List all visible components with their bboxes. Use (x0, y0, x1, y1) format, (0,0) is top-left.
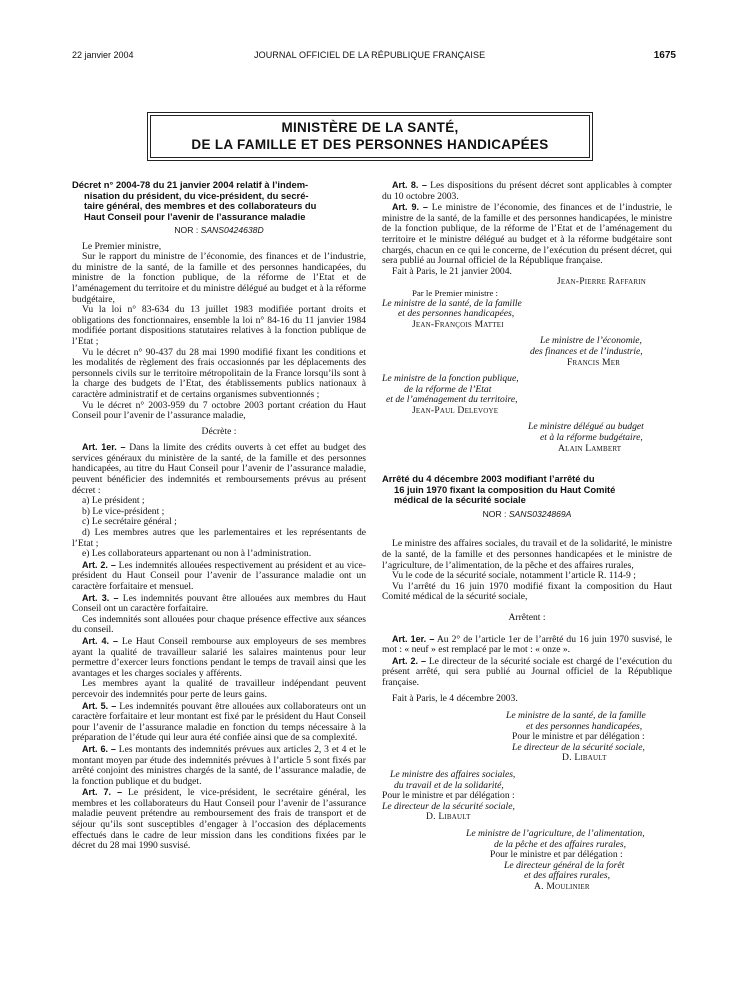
article-label: Art. 4. – (82, 635, 118, 646)
page-number: 1675 (653, 50, 676, 61)
arrete-nor (382, 509, 672, 520)
article-label: Art. 7. – (82, 787, 123, 798)
decree-title-line: nisation du président, du vice-président, du secré- (84, 189, 309, 201)
decree-title-line: Décret n° 2004-78 du 21 janvier 2004 relatif à l’indem- (72, 179, 309, 190)
paragraph: Vu la loi n° 83-634 du 13 juillet 1983 modifiée portant droits et obligations des fonctionnaires, ensemble la loi n° 84-16 du 11 janvier 1984 modifiée portant dispositions statutaires relatives à la fonction publique de l’Etat ; (72, 304, 366, 347)
nor-code: SANS0424638D (200, 225, 264, 235)
paragraph: Le Premier ministre, (82, 240, 162, 252)
article-label: Art. 2. – (392, 655, 426, 666)
signatory-line: Le ministre de l’agriculture, de l’alimentation, (466, 828, 645, 839)
signatory-line: Le ministre de la fonction publique, (382, 373, 519, 385)
article-text: Les indemnités allouées respectivement au président et au vice-président du Haut Conseil pour l’avenir de l’assurance maladie ont un caractère forfaitaire et mensuel. (72, 559, 366, 592)
signatory-line: Le directeur général de la forêt (504, 859, 625, 871)
ministry-line-1: MINISTÈRE DE LA SANTÉ, (281, 120, 459, 135)
article-label: Art. 8. – (392, 180, 427, 190)
paragraph: Vu l’arrêté du 16 juin 1970 modifié fixant la composition du Haut Comité médical de la sécurité sociale, (382, 580, 672, 603)
article-text: Dans la limite des crédits ouverts à cet effet au budget des services généraux du ministère de la santé, de la famille et des personnes handicapées, au titre du Haut Conseil pour l’avenir de l’assurance maladie, peuvent bénéficier des indemnités et remboursements prévus au présent décret : (72, 442, 366, 496)
article-text: Le directeur de la sécurité sociale est chargé de l’exécution du présent arrêté, qui sera publié au Journal officiel de la République française. (382, 655, 672, 688)
article-text: Les montants des indemnités prévues aux articles 2, 3 et 4 et le montant moyen par étude des indemnités prévues à l’article 5 sont fixés par arrêté conjoint des ministres chargés de la santé, de l’assurance maladie, de la fonction publique et du budget. (72, 743, 366, 787)
arrete-title-line: médical de la sécurité sociale (394, 494, 526, 506)
signatory-line: des finances et de l’industrie, (530, 345, 643, 357)
signatory-name: A. Moulinier (534, 880, 590, 892)
article-text: Le Haut Conseil rembourse aux employeurs de ses membres ayant la qualité de travailleur salarié les salaires maintenus pour leur permettre d’exercer leurs fonctions pendant le temps de travail ainsi que les avantages et les charges sociales y afférents. (72, 635, 366, 679)
header-date: 22 janvier 2004 (72, 50, 134, 60)
article-label: Art. 5. – (82, 700, 117, 711)
paragraph: Vu le décret n° 90-437 du 28 mai 1990 modifié fixant les conditions et les modalités de règlement des frais occasionnés par les déplacements des personnels civils sur le territoire métropolitain de la France lorsqu’ils sont à la charge des budgets de l’Etat, des établissements publics nationaux à caractère administratif et de certains organismes subventionnés ; (72, 346, 366, 400)
signatory-line: Le directeur de la sécurité sociale, (512, 741, 645, 753)
decree-title-line: taire général, des membres et des collaborateurs du (84, 200, 317, 211)
article-text: Les indemnités pouvant être allouées aux collaborateurs ont un caractère forfaitaire et leur montant est fixé par le président du Haut Conseil pour l’avenir de l’assurance maladie en fonction du temps nécessaire à la préparation de l’étude qui leur aura été confiée ainsi que de sa complexité. (72, 700, 366, 744)
par-premier-ministre: Par le Premier ministre : (412, 287, 498, 298)
ministry-line-2: DE LA FAMILLE ET DES PERSONNES HANDICAPÉES (191, 137, 549, 152)
article-text: Le président, le vice-président, le secrétaire général, les membres et les collaborateurs du Haut Conseil pour l’avenir de l’assurance maladie peuvent prétendre au remboursement des frais de transport et de séjour qu’ils sont susceptibles d’engager à l’occasion des déplacements effectués dans le cadre de leur mission dans les conditions fixées par le décret du 28 mai 1990 susvisé. (72, 787, 366, 852)
journal-title: JOURNAL OFFICIEL DE LA RÉPUBLIQUE FRANÇAISE (254, 50, 486, 60)
list-item: c) Le secrétaire général ; (82, 516, 177, 528)
ministry-banner (150, 115, 590, 158)
signature-pm: Jean-Pierre Raffarin (556, 276, 646, 288)
signatory-line: et à la réforme budgétaire, (540, 432, 643, 444)
paragraph: Sur le rapport du ministre de l’économie, des finances et de l’industrie, du ministre de la santé, de la famille et des personnes handicapées, du ministre de la fonction publique, de la réforme de l’Etat et de l’aménagement du territoire et du ministre délégué au budget et à la réforme budgétaire, (72, 251, 366, 305)
article-label: Art. 1er. – (82, 442, 126, 453)
signatory-line: et des personnes handicapées, (526, 720, 643, 732)
article-label: Art. 1er. – (392, 633, 435, 644)
article-4 (72, 636, 366, 679)
signatory-line: Le ministre de la santé, de la famille (506, 710, 646, 722)
article-text: Au 2° de l’article 1er de l’arrêté du 16 juin 1970 susvisé, le mot : « neuf » est remplacé par le mot : « onze ». (382, 633, 672, 656)
decree-title (72, 180, 366, 222)
signatory-line: de la pêche et des affaires rurales, (494, 838, 627, 850)
arrete-title-line: 16 juin 1970 fixant la composition du Haut Comité (394, 483, 616, 495)
article-label: Art. 2. – (82, 559, 116, 570)
arretent-heading: Arrêtent : (508, 611, 546, 623)
nor-code: SANS0324869A (508, 508, 572, 519)
paragraph: Le ministre des affaires sociales, du travail et de la solidarité, le ministre de la santé, de la famille et des personnes handicapées et le ministre de l’agriculture, de l’alimentation, de la pêche et des affaires rurales, (382, 538, 672, 571)
arrete-article-1 (382, 634, 672, 656)
paragraph: Ces indemnités sont allouées pour chaque présence effective aux séances du conseil. (72, 613, 366, 636)
article-9 (382, 202, 672, 267)
signatory-line: et de l’aménagement du territoire, (386, 394, 518, 406)
list-item: a) Le président ; (82, 495, 145, 507)
signatory-line: Pour le ministre et par délégation : (382, 790, 515, 802)
article-text: Le ministre de l’économie, des finances et de l’industrie, le ministre de la santé, de la famille et des personnes handicapées, le ministre de la fonction publique, de la réforme de l’Etat et de l’aménagement du territoire et le ministre délégué au budget et à la réforme budgétaire sont chargés, chacun en ce qui le concerne, de l’exécution du présent décret, qui sera publié au Journal officiel de la République française. (382, 202, 672, 267)
signatory-line: Le directeur de la sécurité sociale, (382, 800, 515, 812)
nor-label: NOR : (482, 508, 509, 519)
signatory-name: Jean-Paul Delevoye (412, 404, 499, 416)
signatory-line: Pour le ministre et par délégation : (490, 849, 623, 861)
article-label: Art. 6. – (82, 743, 116, 754)
list-item: e) Les collaborateurs appartenant ou non à l’administration. (82, 548, 312, 560)
signatory-line: et des affaires rurales, (524, 870, 610, 882)
signatory-line: Le ministre délégué au budget (528, 421, 644, 433)
arrete-article-2 (382, 656, 672, 689)
signatory-line: Le ministre de la santé, de la famille (382, 297, 522, 309)
signatory-line: Le ministre de l’économie, (540, 335, 642, 347)
nor-label: NOR : (174, 225, 201, 235)
fait-line: Fait à Paris, le 21 janvier 2004. (392, 265, 512, 277)
signatory-name: Alain Lambert (558, 442, 622, 454)
article-text: Les indemnités pouvant être allouées aux membres du Haut Conseil ont un caractère forfaitaire. (72, 592, 367, 615)
decrete-heading: Décrète : (201, 425, 237, 437)
signatory-name: D. Libault (562, 752, 607, 764)
signatory-line: Pour le ministre et par délégation : (512, 731, 645, 743)
signatory-name: D. Libault (426, 811, 471, 823)
signatory-name: Francis Mer (567, 356, 621, 368)
right-column (382, 180, 672, 893)
signatory-name: Jean-François Mattei (412, 318, 504, 330)
left-column (72, 180, 366, 852)
arrete-title (382, 474, 672, 506)
article-3 (72, 593, 366, 615)
page-header (72, 50, 676, 64)
signatory-line: Le ministre des affaires sociales, (390, 769, 516, 781)
fait-line: Fait à Paris, le 4 décembre 2003. (392, 693, 518, 705)
paragraph: Vu le code de la sécurité sociale, notamment l’article R. 114-9 ; (392, 570, 636, 582)
article-label: Art. 9. – (392, 202, 428, 213)
article-label: Art. 3. – (82, 592, 119, 603)
article-5 (72, 701, 366, 744)
article-1 (72, 442, 366, 496)
arrete-title-line: Arrêté du 4 décembre 2003 modifiant l’arrêté du (382, 473, 595, 485)
article-7 (72, 787, 366, 852)
list-item: b) Le vice-président ; (82, 505, 165, 517)
paragraph: Les membres ayant la qualité de travailleur indépendant peuvent percevoir des indemnités pour perte de leurs gains. (72, 678, 366, 700)
article-text: Les dispositions du présent décret sont applicables à compter du 10 octobre 2003. (382, 180, 672, 202)
decree-nor (72, 225, 366, 236)
article-6 (72, 744, 366, 787)
signatory-line: du travail et de la solidarité, (394, 779, 504, 791)
paragraph: Vu le décret n° 2003-959 du 7 octobre 2003 portant création du Haut Conseil pour l’avenir de l’assurance maladie, (72, 399, 366, 422)
list-item: d) Les membres autres que les parlementaires et les représentants de l’Etat ; (72, 527, 366, 549)
article-2 (72, 560, 366, 593)
article-8 (382, 180, 672, 202)
decree-title-line: Haut Conseil pour l’avenir de l’assurance maladie (84, 210, 306, 222)
signatory-line: de la réforme de l’Etat (404, 383, 492, 395)
signatory-line: et des personnes handicapées, (398, 308, 515, 320)
